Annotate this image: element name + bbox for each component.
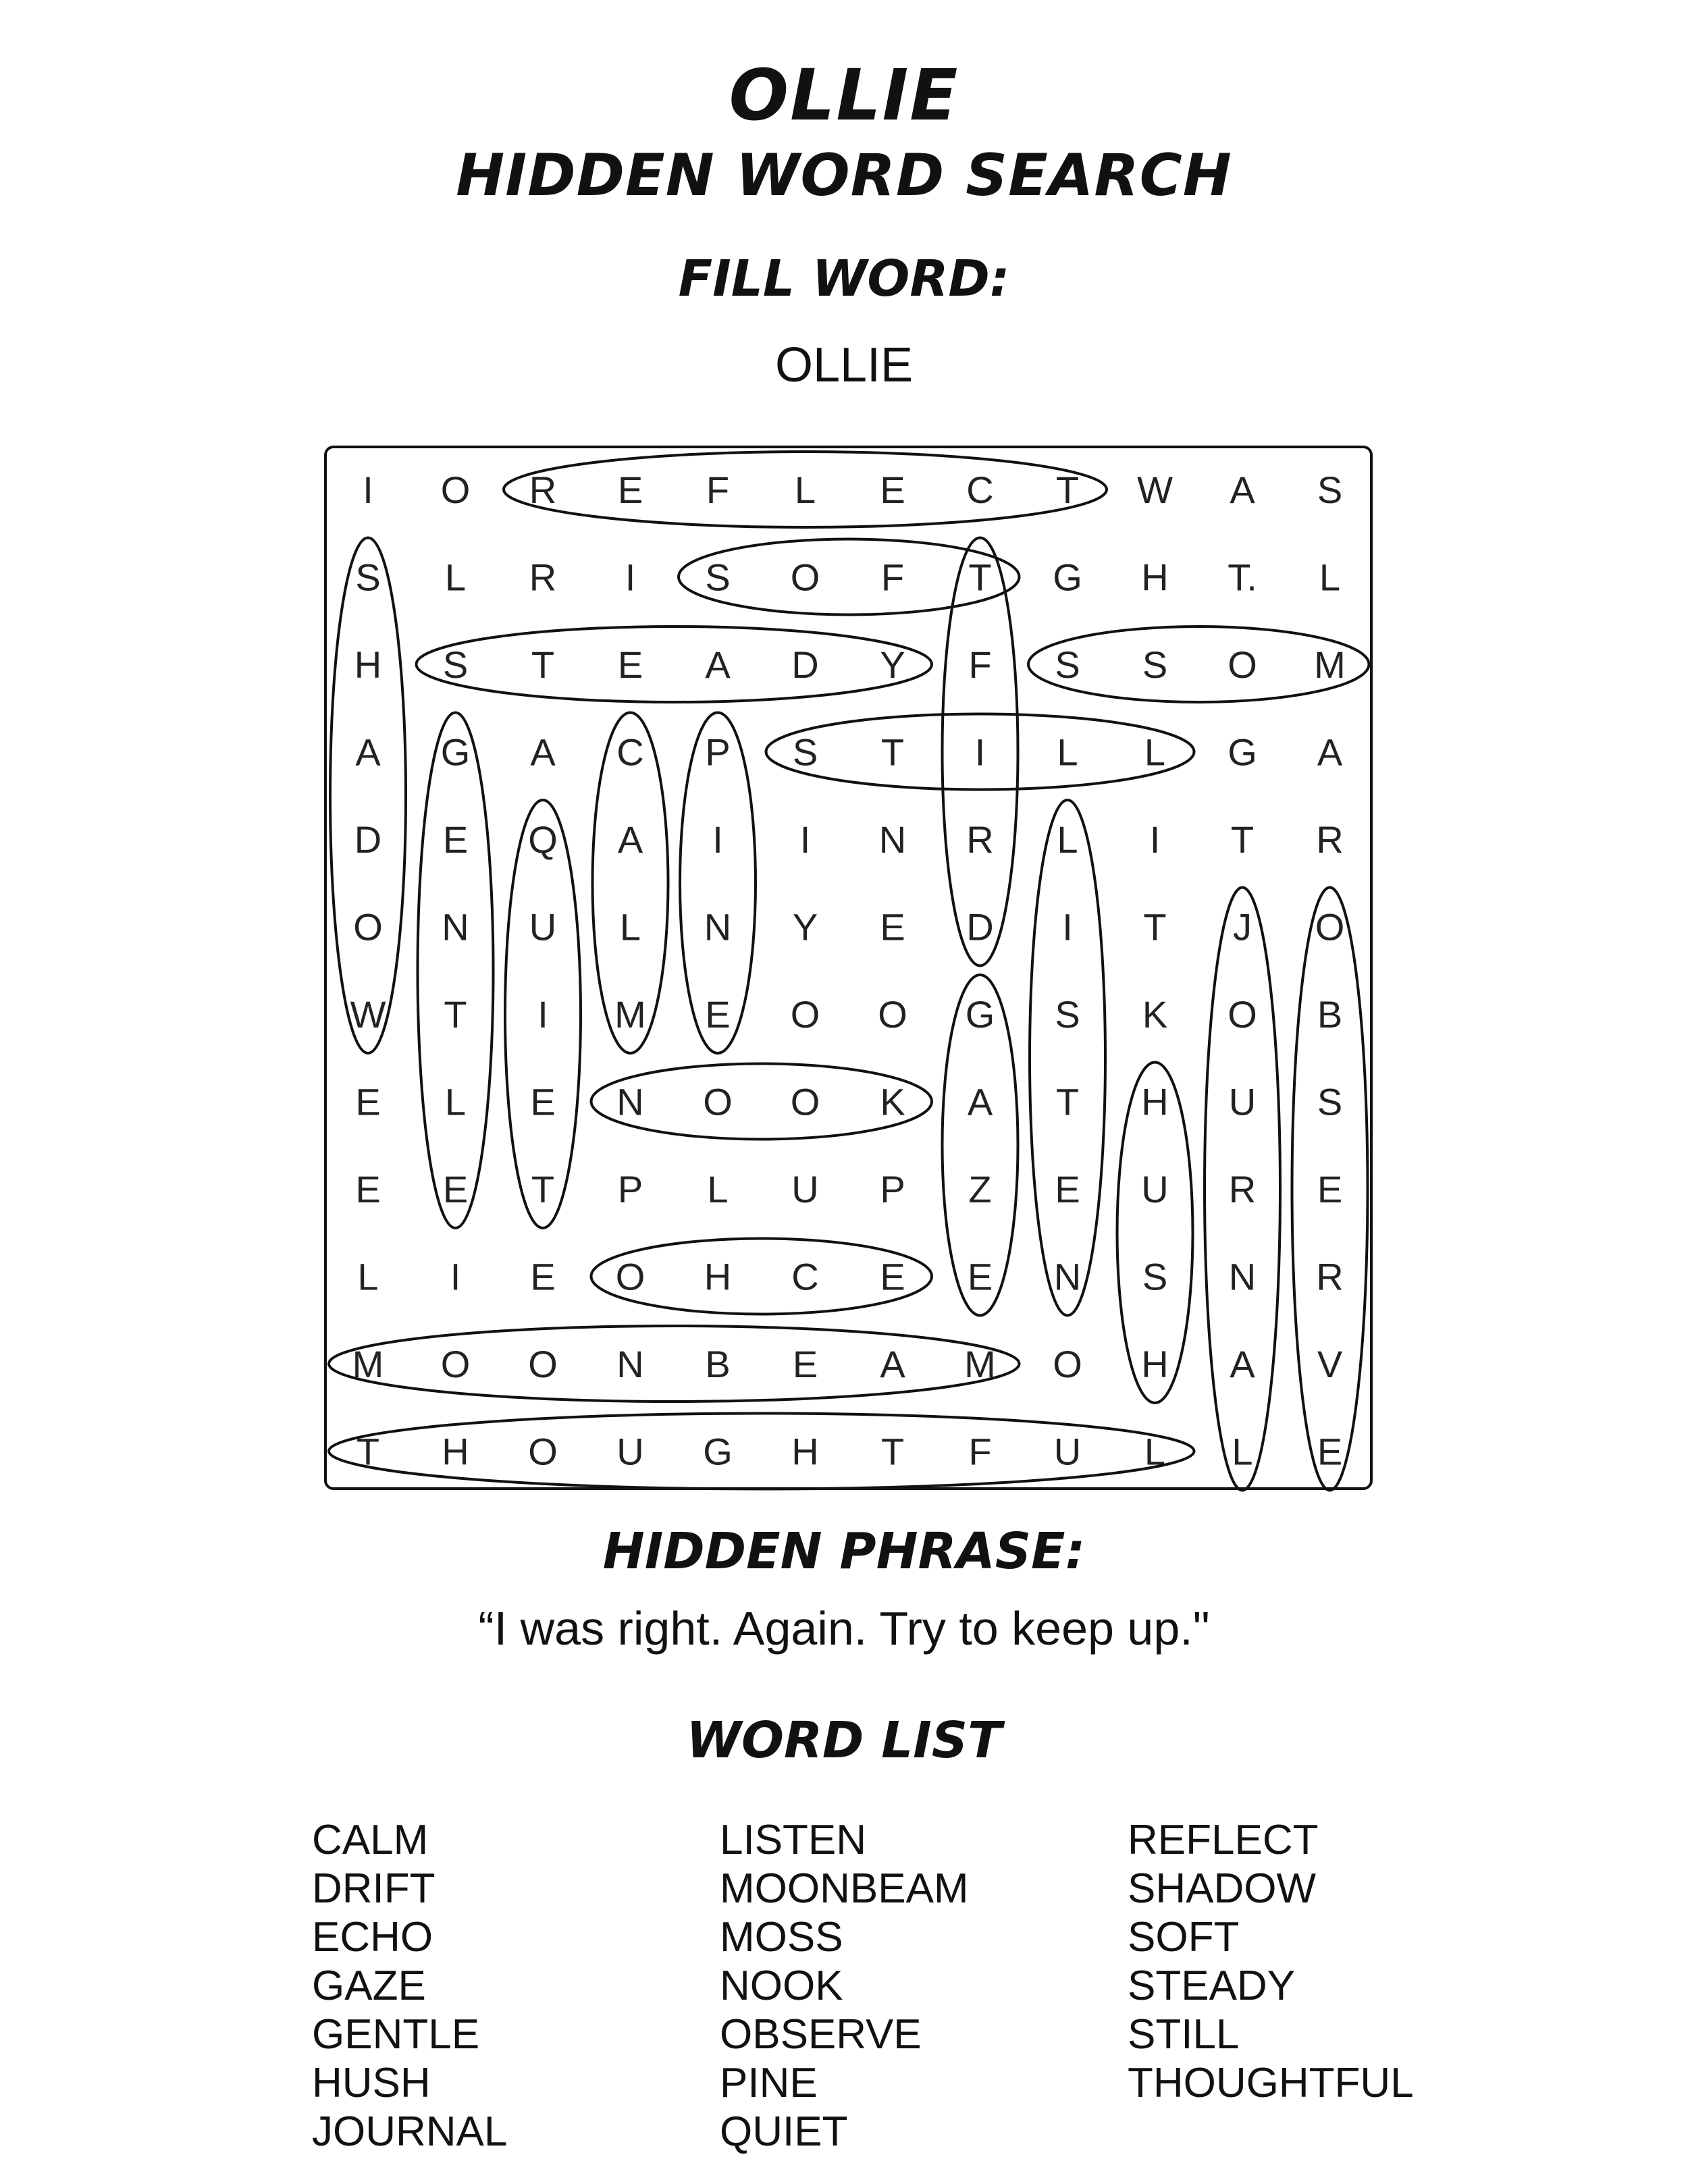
grid-cell: T (1230, 818, 1255, 861)
grid-cell: F (880, 556, 905, 599)
word-list-item: SOFT (1128, 1914, 1240, 1961)
grid-cell: H (354, 643, 382, 686)
grid-cell: N (442, 905, 469, 949)
grid-cell: O (790, 1080, 820, 1123)
grid-cell: M (964, 1343, 996, 1385)
grid-cell: Y (880, 643, 905, 686)
word-list-item: HUSH (312, 2060, 431, 2106)
grid-cell: E (967, 1255, 993, 1298)
grid-cell: U (529, 905, 557, 949)
grid-cell: R (1228, 1168, 1257, 1210)
grid-cell: A (1317, 730, 1343, 774)
grid-cell: E (530, 1255, 556, 1298)
grid-cell: K (880, 1080, 905, 1123)
grid-cell: E (880, 905, 905, 949)
grid-cell: E (530, 1080, 556, 1123)
grid-cell: T (880, 730, 905, 774)
grid-cell: I (1062, 905, 1073, 949)
grid-cell: A (1230, 469, 1255, 511)
word-list-item: STEADY (1128, 1963, 1296, 2009)
word-list-item: GENTLE (312, 2011, 480, 2058)
grid-cell: F (968, 1430, 992, 1473)
grid-cell: E (355, 1080, 381, 1123)
fill-word-heading: FILL WORD: (678, 250, 1010, 308)
found-word-loop-listen (1030, 800, 1105, 1316)
grid-cell: U (791, 1168, 819, 1210)
grid-cell: L (1232, 1430, 1253, 1473)
grid-cell: S (1142, 1255, 1168, 1298)
word-list-heading: WORD LIST (686, 1711, 1002, 1769)
word-list-item: OBSERVE (720, 2011, 922, 2058)
word-list-item: CALM (312, 1817, 429, 1863)
grid-cell: I (799, 818, 811, 861)
grid-cell: S (1142, 643, 1168, 686)
grid-cell: R (1316, 1255, 1344, 1298)
grid-cell: D (791, 643, 819, 686)
grid-cell: Z (968, 1168, 992, 1210)
grid-cell: L (707, 1168, 729, 1210)
grid-cell: N (616, 1080, 644, 1123)
grid-cell: E (355, 1168, 381, 1210)
grid-cell: B (1317, 993, 1343, 1036)
grid-cell: S (705, 556, 731, 599)
grid-cell: I (537, 993, 548, 1036)
grid-cell: N (1053, 1255, 1082, 1298)
grid-cell: R (1316, 818, 1344, 861)
grid-cell: S (1317, 1080, 1343, 1123)
grid-cell: S (355, 556, 381, 599)
grid-cell: E (792, 1343, 818, 1385)
grid-cell: O (615, 1255, 645, 1298)
grid-cell: N (704, 905, 732, 949)
grid-cell: E (1055, 1168, 1080, 1210)
grid-cell: L (1319, 556, 1341, 599)
page-title: OLLIE (729, 54, 959, 136)
grid-cell: I (625, 556, 636, 599)
grid-cell: M (614, 993, 646, 1036)
grid-cell: N (878, 818, 907, 861)
grid-cell: P (617, 1168, 643, 1210)
grid-cell: A (880, 1343, 905, 1385)
word-list-item: STILL (1128, 2011, 1240, 2058)
word-list-item: GAZE (312, 1963, 426, 2009)
grid-cell: C (966, 469, 994, 511)
word-list-item: THOUGHTFUL (1128, 2060, 1414, 2106)
grid-cell: U (1053, 1430, 1082, 1473)
grid-cell: H (1141, 1343, 1169, 1385)
grid-cell: D (354, 818, 382, 861)
grid-cell: L (357, 1255, 379, 1298)
grid-cell: T (1055, 469, 1080, 511)
grid-cell: G (703, 1430, 733, 1473)
grid-cell: I (1149, 818, 1161, 861)
grid-cell: T (968, 556, 992, 599)
grid-cell: I (363, 469, 373, 511)
grid-cell: D (966, 905, 994, 949)
grid-cell: R (529, 469, 557, 511)
grid-cell: L (444, 1080, 467, 1123)
grid-cell: T (531, 1168, 555, 1210)
grid-cell: O (790, 993, 820, 1036)
grid-cell: F (706, 469, 730, 511)
grid-cell: F (968, 643, 992, 686)
grid-cell: L (1057, 730, 1078, 774)
grid-cell: G (1053, 556, 1082, 599)
word-list-item: LISTEN (720, 1817, 867, 1863)
grid-cell: O (878, 993, 907, 1036)
grid-cell: O (1053, 1343, 1082, 1385)
grid-cell: S (1055, 643, 1080, 686)
grid-cell: E (442, 818, 469, 861)
grid-cell: M (1314, 643, 1346, 686)
grid-cell: A (705, 643, 731, 686)
grid-cell: H (791, 1430, 819, 1473)
grid-cell: Y (792, 905, 818, 949)
grid-cell: L (1057, 818, 1078, 861)
grid-cell: S (1055, 993, 1080, 1036)
grid-cell: E (617, 469, 643, 511)
word-list-item: NOOK (720, 1963, 843, 2009)
grid-cell: P (705, 730, 731, 774)
grid-cell: U (1228, 1080, 1257, 1123)
page-subtitle: HIDDEN WORD SEARCH (456, 142, 1232, 209)
grid-cell: V (1317, 1343, 1343, 1385)
grid-cell: J (1233, 905, 1252, 949)
word-list-item: DRIFT (312, 1865, 436, 1912)
grid-cell: T. (1228, 556, 1257, 599)
grid-cell: L (1144, 730, 1166, 774)
grid-cell: T (1055, 1080, 1080, 1123)
grid-cell: S (1317, 469, 1343, 511)
grid-cell: K (1142, 993, 1168, 1036)
grid-cell: E (705, 993, 731, 1036)
grid-cell: W (350, 993, 386, 1036)
grid-cell: O (440, 469, 471, 511)
fill-word: OLLIE (774, 338, 914, 392)
grid-cell: T (356, 1430, 380, 1473)
hidden-phrase: “I was right. Again. Try to keep up." (478, 1602, 1210, 1655)
grid-cell: U (616, 1430, 644, 1473)
word-list-column-2 (720, 1816, 969, 2156)
word-list-item: QUIET (720, 2108, 848, 2155)
grid-cell: A (1230, 1343, 1255, 1385)
word-list-column-3 (1128, 1816, 1414, 2108)
grid-cell: W (1137, 469, 1173, 511)
word-list-item: SHADOW (1128, 1865, 1316, 1912)
grid-cell: S (792, 730, 818, 774)
word-list-item: MOONBEAM (720, 1865, 969, 1912)
grid-cell: O (790, 556, 820, 599)
grid-cell: T (531, 643, 555, 686)
grid-cell: I (450, 1255, 461, 1298)
grid-cell: A (967, 1080, 993, 1123)
grid-cell: A (617, 818, 643, 861)
found-word-loop-gentle (418, 713, 494, 1229)
grid-cell: R (966, 818, 994, 861)
grid-cell: O (440, 1343, 471, 1385)
word-list-item: REFLECT (1128, 1817, 1319, 1863)
grid-cell: E (880, 469, 905, 511)
grid-cell: O (528, 1430, 558, 1473)
grid-cell: O (1315, 905, 1345, 949)
grid-cell: S (442, 643, 469, 686)
word-list-item: PINE (720, 2060, 818, 2106)
grid-cell: O (528, 1343, 558, 1385)
grid-cell: I (712, 818, 723, 861)
grid-cell: H (1141, 556, 1169, 599)
grid-cell: E (1317, 1430, 1343, 1473)
grid-cell: E (1317, 1168, 1343, 1210)
word-list-item: ECHO (312, 1914, 433, 1961)
grid-cell: L (619, 905, 641, 949)
grid-cell: L (1144, 1430, 1166, 1473)
grid-cell: O (1228, 643, 1257, 686)
grid-cell: G (440, 730, 471, 774)
found-word-loop-moonbeam (329, 1326, 1020, 1402)
grid-cell: C (616, 730, 644, 774)
grid-cell: N (1228, 1255, 1257, 1298)
grid-cell: E (617, 643, 643, 686)
found-word-loop-steady (417, 627, 932, 702)
grid-cell: H (704, 1255, 732, 1298)
grid-cell: E (880, 1255, 905, 1298)
grid-cell: T (1143, 905, 1167, 949)
grid-cell: E (442, 1168, 469, 1210)
grid-cell: G (1228, 730, 1257, 774)
grid-cell: N (616, 1343, 644, 1385)
grid-cell: H (1141, 1080, 1169, 1123)
grid-cell: R (529, 556, 557, 599)
grid-cell: T (444, 993, 467, 1036)
word-list-column-1 (312, 1816, 507, 2156)
word-list-item: MOSS (720, 1914, 843, 1961)
grid-cell: B (705, 1343, 731, 1385)
grid-cell: O (1228, 993, 1257, 1036)
grid-cell: T (880, 1430, 905, 1473)
grid-cell: C (791, 1255, 819, 1298)
grid-cell: M (352, 1343, 384, 1385)
hidden-phrase-heading: HIDDEN PHRASE: (602, 1522, 1086, 1580)
grid-cell: H (442, 1430, 469, 1473)
grid-cell: P (880, 1168, 905, 1210)
grid-cell: I (974, 730, 986, 774)
word-list-item: JOURNAL (312, 2108, 508, 2155)
grid-cell: O (703, 1080, 733, 1123)
grid-cell: Q (528, 818, 558, 861)
grid-cell: L (444, 556, 467, 599)
grid-cell: L (794, 469, 816, 511)
grid-cell: G (965, 993, 995, 1036)
grid-cell: O (353, 905, 383, 949)
found-word-loop-shadow (330, 538, 406, 1054)
grid-cell: A (530, 730, 556, 774)
grid-cell: A (355, 730, 381, 774)
grid-cell: U (1141, 1168, 1169, 1210)
